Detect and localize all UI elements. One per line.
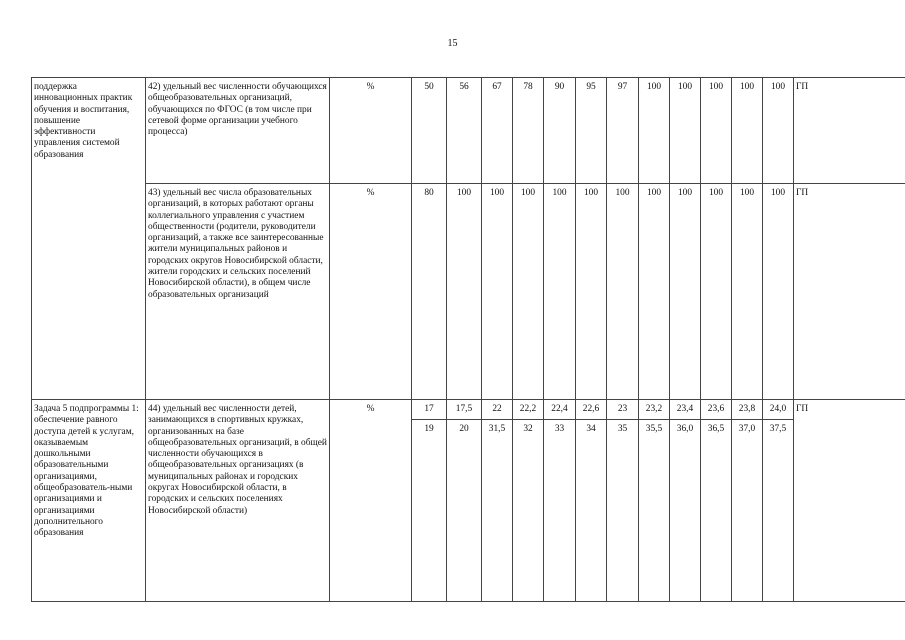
value-cell: 100: [732, 78, 763, 184]
value-line-1: 23: [607, 400, 638, 420]
value-line-2: 31,5: [488, 424, 506, 435]
value-line-1: 22: [482, 400, 512, 420]
value-cell: [482, 400, 513, 602]
value-cell: 100: [482, 184, 513, 400]
value-cell: [607, 400, 639, 602]
unit-cell: %: [330, 400, 412, 602]
value-cell: 97: [607, 78, 639, 184]
value-cell: 67: [482, 78, 513, 184]
value-cell: [732, 400, 763, 602]
value-line-2: 35: [617, 424, 628, 435]
value-cell: 100: [763, 78, 794, 184]
value-line-1: 23,8: [732, 400, 762, 420]
source-cell: ГП: [794, 400, 905, 602]
value-cell: 100: [670, 78, 701, 184]
value-line-1: 23,2: [639, 400, 669, 420]
value-cell: 100: [607, 184, 639, 400]
value-cell: [670, 400, 701, 602]
value-cell: [576, 400, 607, 602]
value-cell: 90: [544, 78, 576, 184]
value-line-2: 34: [586, 424, 596, 435]
unit-cell: %: [330, 184, 412, 400]
value-cell: [447, 400, 482, 602]
page-number: 15: [447, 38, 458, 49]
value-cell: 100: [639, 184, 670, 400]
value-line-1: 24,0: [763, 400, 793, 420]
value-cell: [544, 400, 576, 602]
value-cell: [513, 400, 544, 602]
value-line-2: 36,0: [676, 424, 694, 435]
value-cell: 100: [639, 78, 670, 184]
table-row-44: [32, 400, 905, 602]
value-line-2: 32: [523, 424, 533, 435]
value-cell: 100: [701, 78, 732, 184]
task-cell: Задача 5 подпрограммы 1: обеспечение равного доступа детей к услугам, оказываемым дошкольными образовательными организациями, общеобразователь-ными организациями и организациями дополнительного образования: [32, 400, 146, 602]
indicators-table: [31, 77, 905, 602]
value-cell: 56: [447, 78, 482, 184]
value-line-1: 22,6: [576, 400, 606, 420]
value-line-2: 35,5: [645, 424, 663, 435]
source-cell: ГП: [794, 78, 905, 184]
table-row-42: [32, 78, 905, 184]
value-cell: 100: [732, 184, 763, 400]
value-cell: 100: [670, 184, 701, 400]
value-cell: 100: [763, 184, 794, 400]
unit-cell: %: [330, 78, 412, 184]
value-cell: [763, 400, 794, 602]
value-line-1: 23,4: [670, 400, 700, 420]
indicator-text: 44) удельный вес численности детей, занимающихся в спортивных кружках, организованных на базе общеобразовательных организаций, в общей численности обучающихся в общеобразовательных организациях (в муниципальных районах и городских округах Новосибирской области, в городских и сельских поселениях Новосибирской области): [146, 400, 330, 602]
indicator-text: 43) удельный вес числа образовательных организаций, в которых работают органы коллегиального управления с участием общественности (родители, руководители организаций, а также все заинтересованные жители муниципальных районов и городских округов Новосибирской области, жители городских и сельских поселений Новосибирской области), в общем числе образовательных организаций: [146, 184, 330, 400]
value-cell: 95: [576, 78, 607, 184]
value-cell: [701, 400, 732, 602]
value-line-2: 37,5: [769, 424, 787, 435]
value-line-2: 33: [554, 424, 565, 435]
value-cell: 80: [412, 184, 447, 400]
value-cell: 50: [412, 78, 447, 184]
value-line-2: 36,5: [707, 424, 725, 435]
value-cell: 100: [544, 184, 576, 400]
value-line-1: 22,4: [544, 400, 575, 420]
value-line-1: 23,6: [701, 400, 731, 420]
value-cell: 100: [701, 184, 732, 400]
indicator-text: 42) удельный вес численности обучающихся общеобразовательных организаций, обучающихся по ФГОС (в том числе при сетевой форме организации учебного процесса): [146, 78, 330, 184]
value-line-2: 19: [424, 424, 434, 435]
value-line-1: 22,2: [513, 400, 543, 420]
table-row-43: [32, 184, 905, 400]
value-line-1: 17: [412, 400, 446, 420]
source-cell: ГП: [794, 184, 905, 400]
value-cell: 100: [447, 184, 482, 400]
value-line-2: 37,0: [738, 424, 756, 435]
value-cell: [412, 400, 447, 602]
value-cell: [639, 400, 670, 602]
value-cell: 78: [513, 78, 544, 184]
value-cell: 100: [576, 184, 607, 400]
value-line-2: 20: [459, 424, 469, 435]
value-line-1: 17,5: [447, 400, 481, 420]
value-cell: 100: [513, 184, 544, 400]
task-cell: поддержка инновационных практик обучения и воспитания, повышение эффективности управления системой образования: [32, 78, 146, 400]
